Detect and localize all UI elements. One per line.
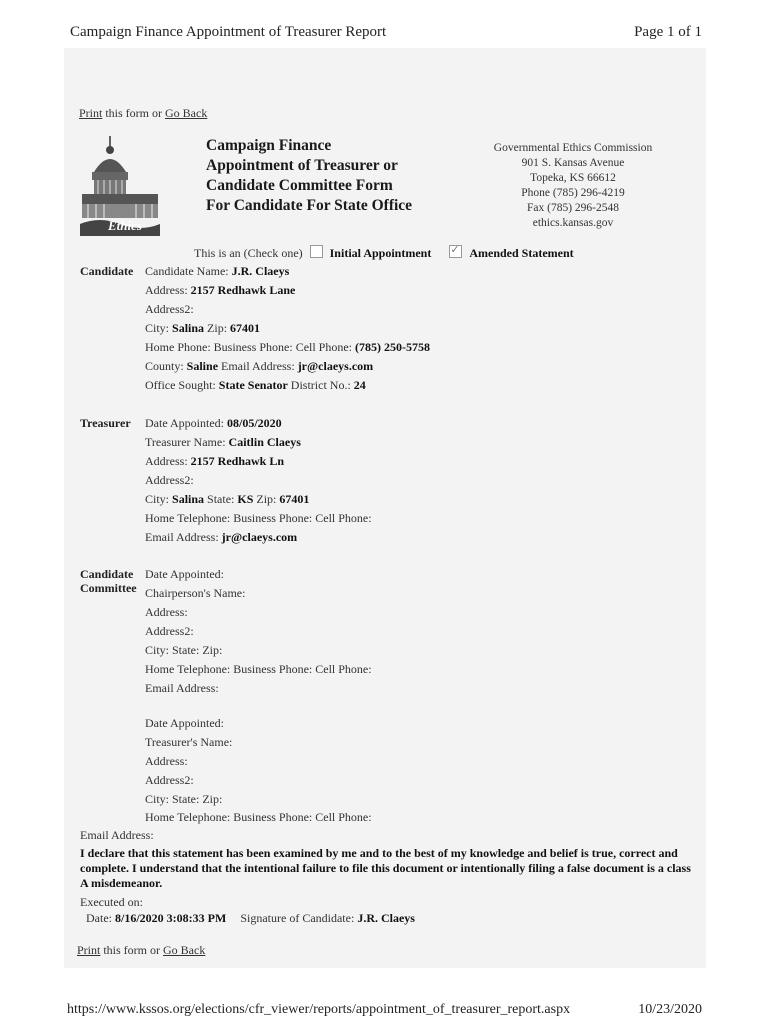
treasurer-state-label: State: xyxy=(207,492,235,506)
amended-statement-label: Amended Statement xyxy=(469,246,574,260)
treasurer-address-row xyxy=(145,454,284,468)
nav-top-text: this form or xyxy=(105,106,163,120)
treasurer-date-row xyxy=(145,416,282,430)
treasurer-address-value: 2157 Redhawk Ln xyxy=(190,454,285,468)
go-back-link-bottom[interactable]: Go Back xyxy=(163,943,206,957)
treasurer-city-value: Salina xyxy=(172,492,205,506)
agency-name: Governmental Ethics Commission xyxy=(493,142,653,154)
committee-treasurer-address2-row: Address2: xyxy=(145,773,194,787)
treasurer-date-label: Date Appointed: xyxy=(145,416,224,430)
candidate-email-value: jr@claeys.com xyxy=(297,359,374,373)
print-link[interactable]: Print xyxy=(79,106,103,120)
treasurer-email-value: jr@claeys.com xyxy=(221,530,298,544)
treasurer-date-value: 08/05/2020 xyxy=(226,416,282,430)
candidate-home-phone-label: Home Phone: xyxy=(145,340,211,354)
treasurer-phone-row: Home Telephone: Business Phone: Cell Phone: xyxy=(145,511,372,525)
candidate-business-phone-label: Business Phone: xyxy=(213,340,293,354)
page-number: Page 1 of 1 xyxy=(634,24,702,40)
initial-appointment-checkbox[interactable] xyxy=(310,245,323,258)
logo-text: Ethics xyxy=(108,218,142,233)
candidate-county-row xyxy=(145,359,373,373)
candidate-city-label: City: xyxy=(145,321,170,335)
candidate-district-value: 24 xyxy=(353,378,366,392)
candidate-county-value: Saline xyxy=(186,359,219,373)
candidate-address-label: Address: xyxy=(145,283,188,297)
candidate-address2-row: Address2: xyxy=(145,302,194,316)
committee-treasurer-date-row: Date Appointed: xyxy=(145,716,224,730)
signature-label: Signature of Candidate: xyxy=(240,911,355,925)
form-title-line-4: For Candidate For State Office xyxy=(206,197,413,214)
form-title-line-2: Appointment of Treasurer or xyxy=(206,157,398,174)
page-footer-date: 10/23/2020 xyxy=(638,1002,702,1017)
committee-treasurer-phone-row: Home Telephone: Business Phone: Cell Phone: xyxy=(145,810,372,824)
treasurer-name-value: Caitlin Claeys xyxy=(228,435,301,449)
declaration-text: I declare that this statement has been examined by me and to the best of my knowledge and belief is true, correct and complete. I understand that the intentional failure to file this document or intentionally filing a false document is a class A misdemeanor. xyxy=(80,846,691,890)
candidate-name-value: J.R. Claeys xyxy=(231,264,290,278)
executed-date-value: 8/16/2020 3:08:33 PM xyxy=(115,911,227,925)
treasurer-city-row xyxy=(145,492,309,506)
agency-street: 901 S. Kansas Avenue xyxy=(521,157,625,169)
candidate-district-label: District No.: xyxy=(290,378,351,392)
candidate-name-row xyxy=(145,264,289,278)
check-one-label: This is an (Check one) xyxy=(194,246,303,260)
amended-statement-checkbox[interactable] xyxy=(449,245,462,258)
signature-value: J.R. Claeys xyxy=(357,911,415,925)
candidate-cell-phone-value: (785) 250-5758 xyxy=(355,340,431,354)
check-one-row xyxy=(194,245,574,260)
candidate-zip-label: Zip: xyxy=(207,321,228,335)
ethics-logo xyxy=(80,132,160,236)
committee-city-row: City: State: Zip: xyxy=(145,643,223,657)
agency-web: ethics.kansas.gov xyxy=(532,217,614,229)
treasurer-name-label: Treasurer Name: xyxy=(145,435,226,449)
agency-fax: Fax (785) 296-2548 xyxy=(527,202,619,214)
candidate-cell-phone-label: Cell Phone: xyxy=(295,340,353,354)
print-link-bottom[interactable]: Print xyxy=(77,943,101,957)
agency-phone: Phone (785) 296-4219 xyxy=(521,187,625,199)
page-header-title: Campaign Finance Appointment of Treasurer Report xyxy=(70,24,387,40)
candidate-office-label: Office Sought: xyxy=(145,378,216,392)
committee-treasurer-city-row: City: State: Zip: xyxy=(145,792,223,806)
nav-bottom-text: this form or xyxy=(103,943,161,957)
executed-row xyxy=(86,911,415,925)
candidate-name-label: Candidate Name: xyxy=(145,264,229,278)
committee-section-label xyxy=(80,567,137,595)
treasurer-address-label: Address: xyxy=(145,454,188,468)
page-footer-url: https://www.kssos.org/elections/cfr_viewer/reports/appointment_of_treasurer_report.aspx xyxy=(67,1002,571,1017)
candidate-address-row xyxy=(145,283,295,297)
treasurer-name-row xyxy=(145,435,301,449)
go-back-link[interactable]: Go Back xyxy=(165,106,208,120)
committee-treasurer-name-row: Treasurer's Name: xyxy=(145,735,233,749)
executed-date-label: Date: xyxy=(86,911,112,925)
candidate-county-label: County: xyxy=(145,359,184,373)
committee-section-line-1: Candidate xyxy=(80,567,134,581)
committee-treasurer-address-row: Address: xyxy=(145,754,188,768)
treasurer-section-label: Treasurer xyxy=(80,416,131,430)
committee-section-line-2: Committee xyxy=(80,581,137,595)
executed-on-label: Executed on: xyxy=(80,895,143,909)
committee-phone-row: Home Telephone: Business Phone: Cell Phone: xyxy=(145,662,372,676)
initial-appointment-label: Initial Appointment xyxy=(329,246,432,260)
agency-city: Topeka, KS 66612 xyxy=(530,172,616,184)
committee-date-row: Date Appointed: xyxy=(145,567,224,581)
candidate-office-row xyxy=(145,378,366,392)
treasurer-zip-label: Zip: xyxy=(256,492,277,506)
form-title xyxy=(206,136,412,216)
form-title-line-1: Campaign Finance xyxy=(206,137,332,154)
candidate-email-label: Email Address: xyxy=(221,359,295,373)
committee-address2-row: Address2: xyxy=(145,624,194,638)
candidate-phone-row xyxy=(145,340,430,354)
agency-address xyxy=(478,141,668,231)
treasurer-email-row xyxy=(145,530,297,544)
treasurer-email-label: Email Address: xyxy=(145,530,219,544)
treasurer-address2-row: Address2: xyxy=(145,473,194,487)
committee-chair-row: Chairperson's Name: xyxy=(145,586,246,600)
committee-address-row: Address: xyxy=(145,605,188,619)
committee-treasurer-email-row: Email Address: xyxy=(80,828,154,842)
treasurer-city-label: City: xyxy=(145,492,170,506)
nav-top xyxy=(79,106,207,121)
candidate-office-value: State Senator xyxy=(218,378,288,392)
nav-bottom xyxy=(77,943,205,958)
treasurer-state-value: KS xyxy=(237,492,254,506)
candidate-zip-value: 67401 xyxy=(230,321,261,335)
form-title-line-3: Candidate Committee Form xyxy=(206,177,393,194)
treasurer-zip-value: 67401 xyxy=(279,492,310,506)
candidate-city-row xyxy=(145,321,260,335)
candidate-section-label: Candidate xyxy=(80,264,134,278)
committee-email-row: Email Address: xyxy=(145,681,219,695)
candidate-address-value: 2157 Redhawk Lane xyxy=(190,283,296,297)
candidate-city-value: Salina xyxy=(172,321,205,335)
